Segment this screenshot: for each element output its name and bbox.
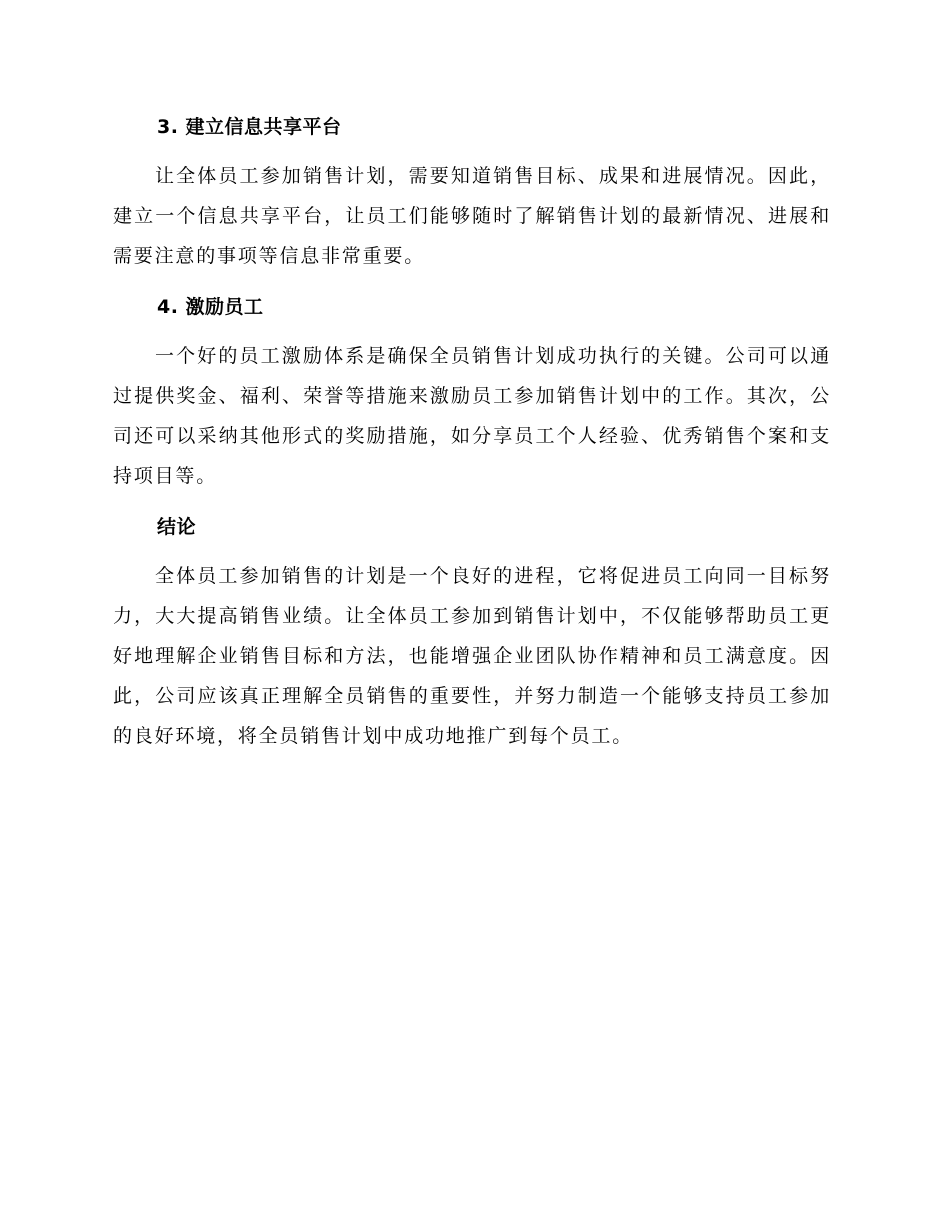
section-paragraph-motivate-staff: 一个好的员工激励体系是确保全员销售计划成功执行的关键。公司可以通过提供奖金、福利、荣誉等措施来激励员工参加销售计划中的工作。其次，公司还可以采纳其他形式的奖励措施，如分享员工个人经验、优秀销售个案和支持项目等。 — [113, 345, 831, 487]
section-paragraph-info-sharing: 让全体员工参加销售计划，需要知道销售目标、成果和进展情况。因此，建立一个信息共享平台，让员工们能够随时了解销售计划的最新情况、进展和需要注意的事项等信息非常重要。 — [113, 165, 831, 267]
section-heading-info-sharing: 3. 建立信息共享平台 — [157, 116, 342, 138]
section-heading-motivate-staff: 4. 激励员工 — [157, 296, 264, 318]
document-body — [113, 110, 831, 770]
section-paragraph-conclusion: 全体员工参加销售的计划是一个良好的进程，它将促进员工向同一目标努力，大大提高销售业绩。让全体员工参加到销售计划中，不仅能够帮助员工更好地理解企业销售目标和方法，也能增强企业团队协作精神和员工满意度。因此，公司应该真正理解全员销售的重要性，并努力制造一个能够支持员工参加的良好环境，将全员销售计划中成功地推广到每个员工。 — [113, 565, 831, 747]
section-heading-conclusion: 结论 — [157, 516, 197, 538]
